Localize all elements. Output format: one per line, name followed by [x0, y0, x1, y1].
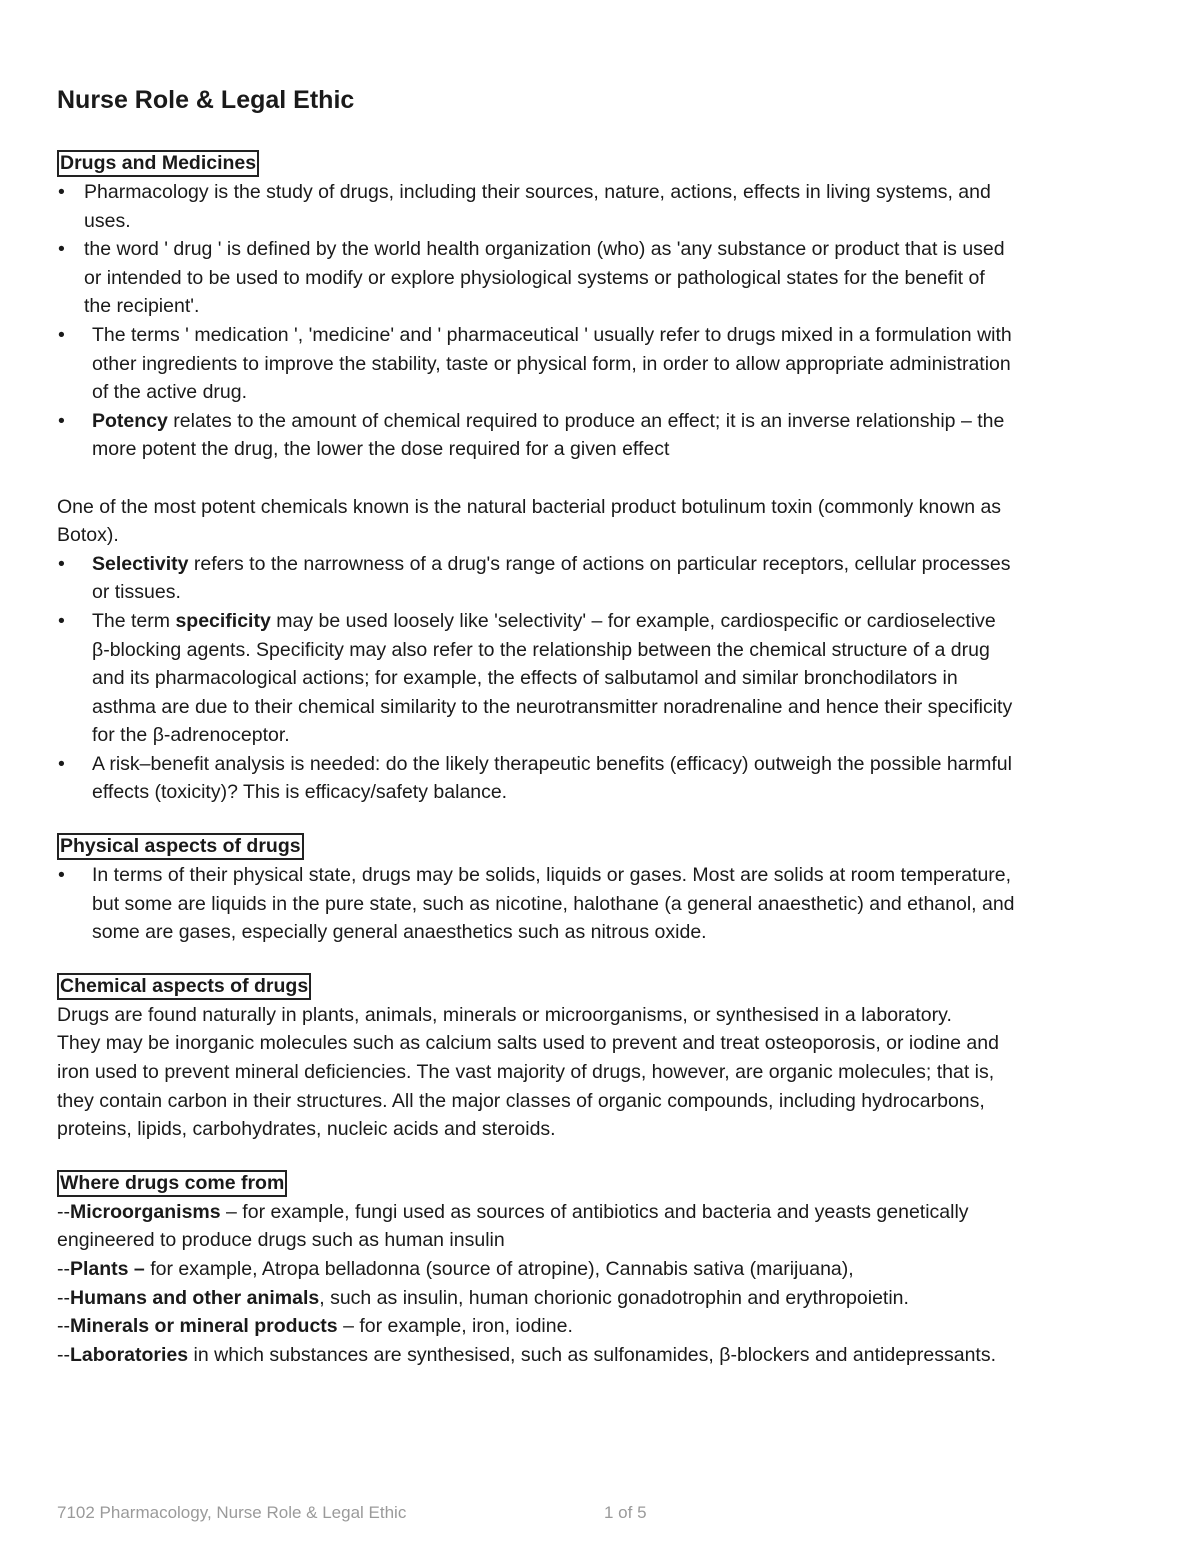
section-heading-drug-sources: Where drugs come from [57, 1170, 287, 1197]
footer-page-number: 1 of 5 [604, 1503, 647, 1522]
list-item: --Humans and other animals, such as insulin, human chorionic gonadotrophin and erythropoietin. [57, 1286, 909, 1309]
paragraph: One of the most potent chemicals known is the natural bacterial product botulinum toxin (commonly known as Botox). [57, 495, 1002, 547]
list-item: • Selectivity refers to the narrowness of a drug's range of actions on particular receptors, cellular processes or tissues. [57, 550, 1017, 607]
bullet-list [57, 178, 1017, 321]
list-item: --Microorganisms – for example, fungi used as sources of antibiotics and bacteria and yeasts genetically engineered to produce drugs such as human insulin [57, 1200, 969, 1252]
list-item: • the word ' drug ' is defined by the world health organization (who) as 'any substance or product that is used or intended to be used to modify or explore physiological systems or pathological states for the benefit of the recipient'. [57, 235, 1017, 321]
section-heading-physical-aspects: Physical aspects of drugs [57, 833, 304, 860]
source-list [57, 1198, 1017, 1370]
paragraph: They may be inorganic molecules such as calcium salts used to prevent and treat osteoporosis, or iodine and iron used to prevent mineral deficiencies. The vast majority of drugs, however, are organic molecules; that is, they contain carbon in their structures. All the major classes of organic compounds, including hydrocarbons, proteins, lipids, carbohydrates, nucleic acids and steroids. [57, 1032, 999, 1141]
list-item: • The term specificity may be used loosely like 'selectivity' – for example, cardiospecific or cardioselective β-blocking agents. Specificity may also refer to the relationship between the chemical structure of a drug and its pharmacological actions; for example, the effects of salbutamol and similar bronchodilators in asthma are due to their chemical similarity to the neurotransmitter noradrenaline and hence their specificity for the β-adrenoceptor. [57, 607, 1017, 750]
list-item: • Potency relates to the amount of chemical required to produce an effect; it is an inverse relationship – the more potent the drug, the lower the dose required for a given effect [57, 407, 1017, 464]
list-item: --Plants – for example, Atropa belladonna (source of atropine), Cannabis sativa (marijuana), [57, 1258, 854, 1280]
page-title: Nurse Role & Legal Ethic [57, 86, 355, 114]
bullet-list [57, 321, 1017, 464]
list-item: --Minerals or mineral products – for example, iron, iodine. [57, 1315, 573, 1338]
list-item: • In terms of their physical state, drugs may be solids, liquids or gases. Most are solids at room temperature, but some are liquids in the pure state, such as nicotine, halothane (a general anaesthetic) and ethanol, and some are gases, especially general anaesthetics such as nitrous oxide. [57, 861, 1017, 947]
footer-document-name: 7102 Pharmacology, Nurse Role & Legal Ethic [57, 1503, 407, 1522]
list-item: • A risk–benefit analysis is needed: do the likely therapeutic benefits (efficacy) outweigh the possible harmful effects (toxicity)? This is efficacy/safety balance. [57, 750, 1017, 807]
list-item: • The terms ' medication ', 'medicine' and ' pharmaceutical ' usually refer to drugs mixed in a formulation with other ingredients to improve the stability, taste or physical form, in order to allow appropriate administration of the active drug. [57, 321, 1017, 407]
list-item: --Laboratories in which substances are synthesised, such as sulfonamides, β-blockers and antidepressants. [57, 1343, 997, 1366]
bullet-list [57, 861, 1017, 947]
list-item: • Pharmacology is the study of drugs, including their sources, nature, actions, effects in living systems, and uses. [57, 178, 1017, 235]
paragraph: Drugs are found naturally in plants, animals, minerals or microorganisms, or synthesised in a laboratory. [57, 1003, 952, 1026]
section-heading-drugs-medicines: Drugs and Medicines [57, 150, 259, 177]
document-page [57, 82, 1017, 1369]
bullet-list [57, 550, 1017, 807]
section-heading-chemical-aspects: Chemical aspects of drugs [57, 973, 311, 1000]
